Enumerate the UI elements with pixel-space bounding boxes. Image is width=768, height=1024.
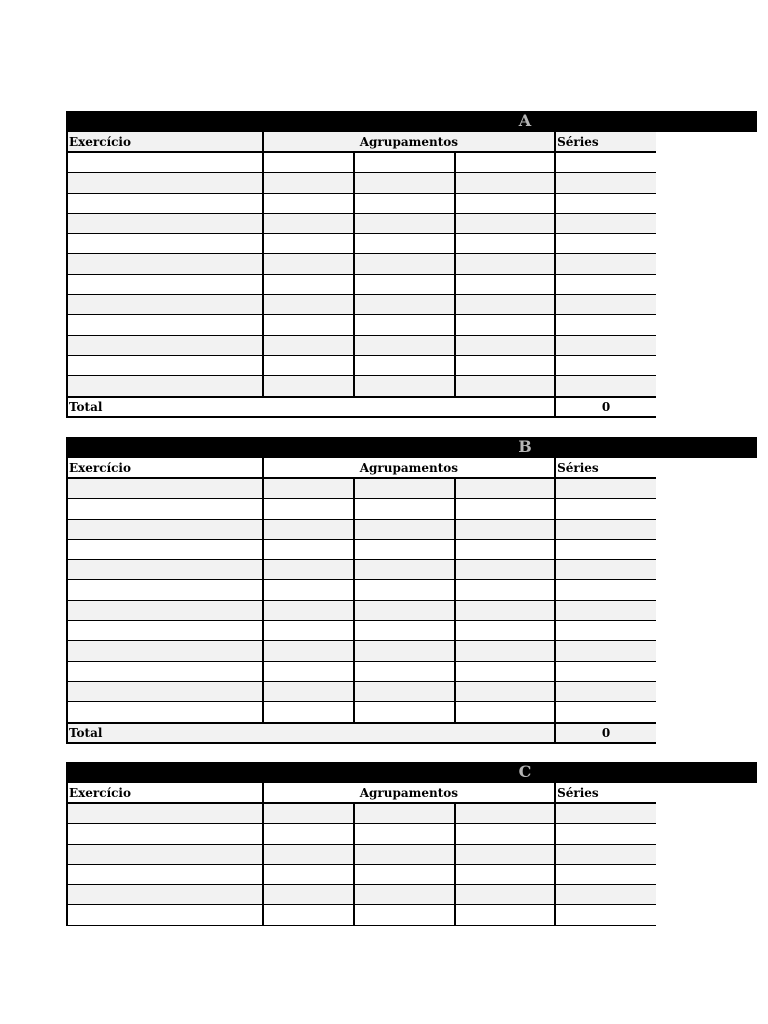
table-row [67, 905, 656, 925]
grouping-cell-2[interactable] [354, 499, 455, 519]
grouping-cell-3[interactable] [455, 539, 555, 559]
series-header: Séries [555, 458, 656, 478]
series-cell[interactable] [555, 376, 656, 397]
grouping-cell-3[interactable] [455, 335, 555, 355]
series-cell[interactable] [555, 702, 656, 723]
section-title: A [518, 111, 532, 130]
grouping-cell-2[interactable] [354, 274, 455, 294]
table-row [67, 681, 656, 701]
groupings-header: Agrupamentos [263, 132, 555, 152]
series-cell[interactable] [555, 315, 656, 335]
table-row [67, 355, 656, 375]
exercise-cell[interactable] [67, 295, 263, 315]
grouping-cell-3[interactable] [455, 234, 555, 254]
exercise-cell[interactable] [67, 580, 263, 600]
grouping-cell-3[interactable] [455, 560, 555, 580]
table-row [67, 641, 656, 661]
table-row [67, 193, 656, 213]
total-label: Total [67, 723, 555, 743]
grouping-cell-3[interactable] [455, 580, 555, 600]
table-row [67, 803, 656, 824]
exercise-cell[interactable] [67, 519, 263, 539]
exercise-cell[interactable] [67, 355, 263, 375]
grouping-cell-1[interactable] [263, 621, 355, 641]
grouping-cell-1[interactable] [263, 519, 355, 539]
grouping-cell-1[interactable] [263, 173, 355, 193]
grouping-cell-2[interactable] [354, 621, 455, 641]
exercise-cell[interactable] [67, 702, 263, 723]
grouping-cell-1[interactable] [263, 803, 355, 824]
table-row [67, 864, 656, 884]
grouping-cell-3[interactable] [455, 193, 555, 213]
series-cell[interactable] [555, 193, 656, 213]
exercise-cell[interactable] [67, 560, 263, 580]
grouping-cell-1[interactable] [263, 702, 355, 723]
exercise-cell[interactable] [67, 234, 263, 254]
section-title: B [518, 437, 532, 456]
table-row [67, 560, 656, 580]
exercise-cell[interactable] [67, 621, 263, 641]
grouping-cell-2[interactable] [354, 803, 455, 824]
exercise-cell[interactable] [67, 315, 263, 335]
series-cell[interactable] [555, 803, 656, 824]
series-cell[interactable] [555, 274, 656, 294]
table-row [67, 335, 656, 355]
table-row [67, 539, 656, 559]
series-cell[interactable] [555, 295, 656, 315]
grouping-cell-2[interactable] [354, 315, 455, 335]
table-row [67, 315, 656, 335]
table-row [67, 274, 656, 294]
exercise-cell[interactable] [67, 539, 263, 559]
total-row [67, 723, 656, 743]
exercise-cell[interactable] [67, 803, 263, 824]
exercise-header: Exercício [67, 458, 263, 478]
exercise-cell[interactable] [67, 641, 263, 661]
grouping-cell-2[interactable] [354, 478, 455, 499]
table-row [67, 600, 656, 620]
grouping-cell-2[interactable] [354, 539, 455, 559]
series-cell[interactable] [555, 152, 656, 173]
exercise-cell[interactable] [67, 376, 263, 397]
table-row [67, 844, 656, 864]
exercise-cell[interactable] [67, 254, 263, 274]
exercise-table [66, 132, 656, 418]
exercise-cell[interactable] [67, 885, 263, 905]
grouping-cell-2[interactable] [354, 376, 455, 397]
exercise-cell[interactable] [67, 152, 263, 173]
grouping-cell-1[interactable] [263, 641, 355, 661]
total-row [67, 397, 656, 417]
series-cell[interactable] [555, 621, 656, 641]
series-cell[interactable] [555, 539, 656, 559]
grouping-cell-1[interactable] [263, 905, 355, 925]
table-row [67, 478, 656, 499]
grouping-cell-1[interactable] [263, 864, 355, 884]
grouping-cell-1[interactable] [263, 539, 355, 559]
grouping-cell-1[interactable] [263, 478, 355, 499]
grouping-cell-1[interactable] [263, 681, 355, 701]
series-cell[interactable] [555, 864, 656, 884]
exercise-header: Exercício [67, 132, 263, 152]
table-row [67, 213, 656, 233]
grouping-cell-3[interactable] [455, 173, 555, 193]
grouping-cell-1[interactable] [263, 315, 355, 335]
grouping-cell-1[interactable] [263, 193, 355, 213]
grouping-cell-3[interactable] [455, 478, 555, 499]
series-cell[interactable] [555, 905, 656, 925]
exercise-cell[interactable] [67, 213, 263, 233]
exercise-cell[interactable] [67, 681, 263, 701]
exercise-header: Exercício [67, 783, 263, 803]
grouping-cell-2[interactable] [354, 519, 455, 539]
grouping-cell-1[interactable] [263, 295, 355, 315]
table-row [67, 580, 656, 600]
series-cell[interactable] [555, 885, 656, 905]
grouping-cell-3[interactable] [455, 661, 555, 681]
exercise-cell[interactable] [67, 864, 263, 884]
grouping-cell-1[interactable] [263, 376, 355, 397]
series-cell[interactable] [555, 478, 656, 499]
exercise-cell[interactable] [67, 905, 263, 925]
series-cell[interactable] [555, 661, 656, 681]
grouping-cell-3[interactable] [455, 213, 555, 233]
grouping-cell-1[interactable] [263, 152, 355, 173]
exercise-cell[interactable] [67, 824, 263, 844]
grouping-cell-3[interactable] [455, 885, 555, 905]
grouping-cell-3[interactable] [455, 905, 555, 925]
grouping-cell-3[interactable] [455, 519, 555, 539]
grouping-cell-3[interactable] [455, 499, 555, 519]
exercise-cell[interactable] [67, 600, 263, 620]
section-title-bar [66, 762, 757, 783]
exercise-cell[interactable] [67, 193, 263, 213]
grouping-cell-3[interactable] [455, 274, 555, 294]
grouping-cell-3[interactable] [455, 621, 555, 641]
table-row [67, 254, 656, 274]
series-cell[interactable] [555, 173, 656, 193]
grouping-cell-3[interactable] [455, 152, 555, 173]
grouping-cell-1[interactable] [263, 560, 355, 580]
series-cell[interactable] [555, 254, 656, 274]
table-row [67, 621, 656, 641]
grouping-cell-3[interactable] [455, 295, 555, 315]
table-row [67, 661, 656, 681]
grouping-cell-1[interactable] [263, 234, 355, 254]
grouping-cell-2[interactable] [354, 152, 455, 173]
grouping-cell-1[interactable] [263, 600, 355, 620]
section-title: C [518, 762, 532, 781]
grouping-cell-2[interactable] [354, 824, 455, 844]
exercise-cell[interactable] [67, 335, 263, 355]
grouping-cell-1[interactable] [263, 254, 355, 274]
grouping-cell-2[interactable] [354, 600, 455, 620]
series-cell[interactable] [555, 844, 656, 864]
exercise-table [66, 783, 656, 926]
series-cell[interactable] [555, 499, 656, 519]
table-row [67, 295, 656, 315]
grouping-cell-1[interactable] [263, 335, 355, 355]
total-label: Total [67, 397, 555, 417]
table-row [67, 519, 656, 539]
table-row [67, 702, 656, 723]
groupings-header: Agrupamentos [263, 783, 555, 803]
table-header-row [67, 783, 656, 803]
table-row [67, 234, 656, 254]
grouping-cell-2[interactable] [354, 234, 455, 254]
table-header-row [67, 458, 656, 478]
grouping-cell-3[interactable] [455, 844, 555, 864]
grouping-cell-1[interactable] [263, 274, 355, 294]
exercise-cell[interactable] [67, 274, 263, 294]
table-row [67, 152, 656, 173]
exercise-cell[interactable] [67, 499, 263, 519]
table-row [67, 173, 656, 193]
series-cell[interactable] [555, 234, 656, 254]
grouping-cell-2[interactable] [354, 193, 455, 213]
grouping-cell-2[interactable] [354, 355, 455, 375]
grouping-cell-1[interactable] [263, 844, 355, 864]
table-header-row [67, 132, 656, 152]
exercise-cell[interactable] [67, 478, 263, 499]
grouping-cell-3[interactable] [455, 600, 555, 620]
grouping-cell-2[interactable] [354, 905, 455, 925]
table-row [67, 824, 656, 844]
grouping-cell-2[interactable] [354, 580, 455, 600]
groupings-header: Agrupamentos [263, 458, 555, 478]
grouping-cell-2[interactable] [354, 254, 455, 274]
grouping-cell-2[interactable] [354, 844, 455, 864]
series-header: Séries [555, 783, 656, 803]
exercise-cell[interactable] [67, 661, 263, 681]
grouping-cell-3[interactable] [455, 864, 555, 884]
grouping-cell-3[interactable] [455, 315, 555, 335]
series-header: Séries [555, 132, 656, 152]
series-cell[interactable] [555, 641, 656, 661]
grouping-cell-2[interactable] [354, 335, 455, 355]
grouping-cell-2[interactable] [354, 702, 455, 723]
grouping-cell-1[interactable] [263, 661, 355, 681]
grouping-cell-1[interactable] [263, 355, 355, 375]
exercise-table [66, 458, 656, 744]
series-cell[interactable] [555, 580, 656, 600]
total-value: 0 [555, 397, 656, 417]
grouping-cell-2[interactable] [354, 560, 455, 580]
grouping-cell-3[interactable] [455, 355, 555, 375]
grouping-cell-2[interactable] [354, 641, 455, 661]
grouping-cell-1[interactable] [263, 824, 355, 844]
section-title-bar [66, 437, 757, 458]
grouping-cell-2[interactable] [354, 885, 455, 905]
section-title-bar [66, 111, 757, 132]
grouping-cell-2[interactable] [354, 681, 455, 701]
grouping-cell-3[interactable] [455, 376, 555, 397]
grouping-cell-2[interactable] [354, 864, 455, 884]
grouping-cell-2[interactable] [354, 173, 455, 193]
table-row [67, 499, 656, 519]
table-row [67, 885, 656, 905]
grouping-cell-3[interactable] [455, 681, 555, 701]
grouping-cell-3[interactable] [455, 641, 555, 661]
series-cell[interactable] [555, 824, 656, 844]
series-cell[interactable] [555, 519, 656, 539]
grouping-cell-2[interactable] [354, 661, 455, 681]
grouping-cell-3[interactable] [455, 254, 555, 274]
exercise-cell[interactable] [67, 173, 263, 193]
grouping-cell-1[interactable] [263, 213, 355, 233]
series-cell[interactable] [555, 681, 656, 701]
exercise-cell[interactable] [67, 844, 263, 864]
grouping-cell-2[interactable] [354, 213, 455, 233]
grouping-cell-3[interactable] [455, 702, 555, 723]
grouping-cell-1[interactable] [263, 499, 355, 519]
grouping-cell-1[interactable] [263, 885, 355, 905]
series-cell[interactable] [555, 600, 656, 620]
grouping-cell-3[interactable] [455, 824, 555, 844]
total-value: 0 [555, 723, 656, 743]
grouping-cell-1[interactable] [263, 580, 355, 600]
table-row [67, 376, 656, 397]
grouping-cell-2[interactable] [354, 295, 455, 315]
series-cell[interactable] [555, 355, 656, 375]
grouping-cell-3[interactable] [455, 803, 555, 824]
series-cell[interactable] [555, 335, 656, 355]
series-cell[interactable] [555, 213, 656, 233]
series-cell[interactable] [555, 560, 656, 580]
